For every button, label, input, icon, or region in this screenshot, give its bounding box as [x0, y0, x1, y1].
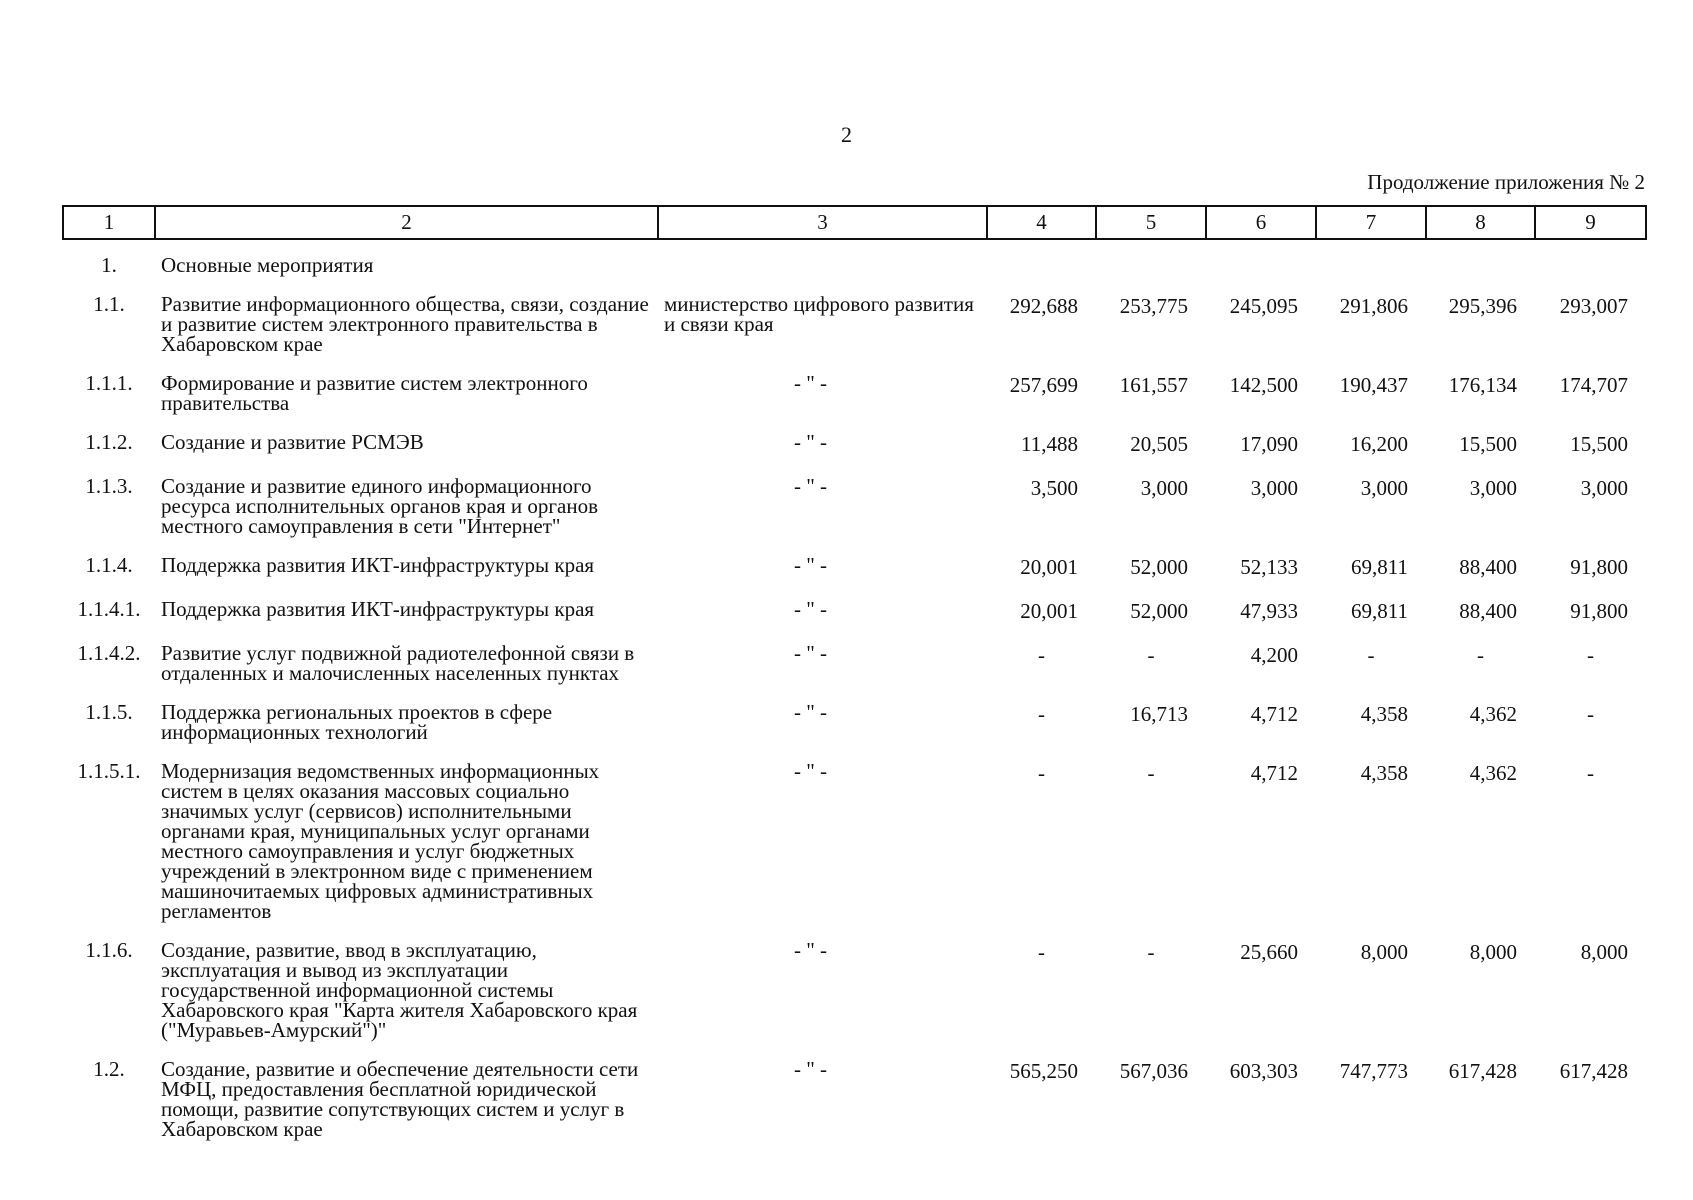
row-name: Создание, развитие, ввод в эксплуатацию, эксплуатация и вывод из эксплуатации государственной информационной системы Хабаровского края "Карта жителя Хабаровского края ("Муравьев-Амурский")": [161, 938, 638, 1042]
row-value-col-9: 91,800: [1570, 599, 1628, 623]
row-spacer: [63, 239, 1646, 252]
spacer-cell: [63, 536, 1646, 552]
row-value-col-4: 20,001: [1020, 599, 1078, 623]
table-row: [63, 291, 1646, 354]
row-value-col-8: 88,400: [1459, 599, 1517, 623]
row-value-col-5: 52,000: [1130, 599, 1188, 623]
spacer-cell: [63, 683, 1646, 699]
row-value-col-4: 565,250: [1009, 1059, 1078, 1083]
row-value-col-7: 291,806: [1339, 294, 1408, 318]
row-value-col-4: 257,699: [1009, 373, 1078, 397]
continuation-label: Продолжение приложения № 2: [1367, 170, 1645, 194]
row-value-col-7: 8,000: [1360, 940, 1408, 964]
row-value-col-6: 142,500: [1229, 373, 1298, 397]
row-value-col-8: 4,362: [1469, 702, 1517, 726]
row-number: 1.1.5.: [85, 700, 133, 724]
row-value-col-7: 69,811: [1351, 599, 1408, 623]
header-row: [63, 206, 1646, 239]
row-number: 1.1.4.: [85, 553, 133, 577]
row-value-col-5: -: [1147, 643, 1155, 667]
table-row: [63, 429, 1646, 457]
row-value-col-8: -: [1477, 643, 1484, 667]
row-spacer: [63, 580, 1646, 596]
row-value-col-8: 88,400: [1459, 555, 1517, 579]
row-value-col-5: -: [1147, 940, 1155, 964]
row-value-col-9: 15,500: [1570, 432, 1628, 456]
row-executor: - " -: [793, 700, 828, 724]
row-value-col-4: 292,688: [1009, 294, 1078, 318]
row-value-col-9: 8,000: [1580, 940, 1628, 964]
header-cell: 8: [1426, 206, 1535, 239]
header-cell: 5: [1096, 206, 1206, 239]
row-value-col-5: 253,775: [1119, 294, 1188, 318]
spacer-cell: [63, 457, 1646, 473]
row-value-col-7: 747,773: [1339, 1059, 1408, 1083]
row-spacer: [63, 921, 1646, 937]
spacer-cell: [63, 413, 1646, 429]
header-cell: 2: [155, 206, 658, 239]
row-executor: - " -: [793, 597, 828, 621]
row-executor: - " -: [793, 759, 828, 783]
row-value-col-5: 567,036: [1119, 1059, 1188, 1083]
spacer-cell: [63, 742, 1646, 758]
row-value-col-6: 4,712: [1250, 761, 1298, 785]
row-number: 1.1.1.: [85, 371, 133, 395]
row-value-col-9: 3,000: [1580, 476, 1628, 500]
row-value-col-6: 52,133: [1240, 555, 1298, 579]
row-number: 1.1.4.2.: [77, 641, 141, 665]
row-value-col-8: 3,000: [1469, 476, 1517, 500]
row-value-col-7: 4,358: [1360, 702, 1408, 726]
row-value-col-9: 91,800: [1570, 555, 1628, 579]
row-executor: министерство цифрового развития и связи края: [664, 292, 974, 336]
row-value-col-4: -: [1038, 761, 1045, 785]
row-value-col-6: 603,303: [1229, 1059, 1298, 1083]
row-number: 1.1.6.: [85, 938, 133, 962]
row-value-col-8: 15,500: [1459, 432, 1517, 456]
spacer-cell: [63, 580, 1646, 596]
header-cell: 7: [1316, 206, 1426, 239]
spacer-cell: [63, 1040, 1646, 1056]
row-value-col-5: [1096, 252, 1206, 275]
row-number: 1.1.5.1.: [77, 759, 141, 783]
row-executor: - " -: [793, 371, 828, 395]
spacer-cell: [63, 354, 1646, 370]
row-value-col-4: -: [1038, 702, 1045, 726]
row-value-col-5: 20,505: [1130, 432, 1188, 456]
table-row: [63, 699, 1646, 742]
row-number: 1.1.: [93, 292, 125, 316]
row-value-col-7: 16,200: [1350, 432, 1408, 456]
row-name: Развитие информационного общества, связи, создание и развитие систем электронного правительства в Хабаровском крае: [161, 292, 649, 356]
row-executor: [658, 252, 987, 275]
row-spacer: [63, 354, 1646, 370]
row-value-col-7: 4,358: [1360, 761, 1408, 785]
row-spacer: [63, 624, 1646, 640]
row-value-col-6: 245,095: [1229, 294, 1298, 318]
row-value-col-6: 25,660: [1240, 940, 1298, 964]
header-cell: 3: [658, 206, 987, 239]
row-value-col-8: 617,428: [1448, 1059, 1517, 1083]
row-value-col-5: 52,000: [1130, 555, 1188, 579]
row-value-col-5: 161,557: [1119, 373, 1188, 397]
row-value-col-7: 3,000: [1360, 476, 1408, 500]
row-value-col-8: 295,396: [1448, 294, 1517, 318]
row-value-col-4: 11,488: [1021, 432, 1078, 456]
row-value-col-6: [1206, 252, 1316, 275]
row-value-col-9: 293,007: [1559, 294, 1628, 318]
row-executor: - " -: [793, 938, 828, 962]
row-executor: - " -: [793, 430, 828, 454]
row-number: 1.: [101, 253, 117, 277]
row-value-col-7: 190,437: [1339, 373, 1408, 397]
row-value-col-9: 617,428: [1559, 1059, 1628, 1083]
spacer-cell: [63, 921, 1646, 937]
row-executor: - " -: [793, 474, 828, 498]
row-spacer: [63, 683, 1646, 699]
table-row: [63, 552, 1646, 580]
row-number: 1.1.2.: [85, 430, 133, 454]
row-value-col-7: [1316, 252, 1426, 275]
row-spacer: [63, 536, 1646, 552]
row-value-col-4: [987, 252, 1096, 275]
row-name: Создание, развитие и обеспечение деятельности сети МФЦ, предоставления бесплатной юридической помощи, развитие сопутствующих систем и услуг в Хабаровском крае: [161, 1057, 639, 1141]
row-value-col-4: 20,001: [1020, 555, 1078, 579]
spacer-cell: [63, 239, 1646, 252]
row-name: Развитие услуг подвижной радиотелефонной связи в отдаленных и малочисленных населенных пунктах: [161, 641, 635, 685]
row-name: Создание и развитие единого информационного ресурса исполнительных органов края и органов местного самоуправления в сети "Интернет": [161, 474, 599, 538]
table-body: [63, 239, 1646, 1139]
page-number: 2: [841, 122, 852, 147]
row-executor: - " -: [793, 1057, 828, 1081]
row-value-col-5: 16,713: [1130, 702, 1188, 726]
header-cell: 1: [63, 206, 155, 239]
row-value-col-9: [1535, 252, 1646, 275]
row-value-col-7: 69,811: [1351, 555, 1408, 579]
row-name: Формирование и развитие систем электронного правительства: [161, 371, 588, 415]
table-row: [63, 937, 1646, 1040]
row-value-col-6: 47,933: [1240, 599, 1298, 623]
row-value-col-4: -: [1038, 940, 1045, 964]
table-row: [63, 370, 1646, 413]
row-value-col-8: 4,362: [1469, 761, 1517, 785]
table-row: [63, 758, 1646, 921]
row-value-col-6: 4,712: [1250, 702, 1298, 726]
row-name: Создание и развитие РСМЭВ: [161, 430, 424, 454]
spacer-cell: [63, 624, 1646, 640]
table-row: [63, 1056, 1646, 1139]
row-name: Поддержка развития ИКТ-инфраструктуры края: [161, 597, 595, 621]
row-value-col-8: 8,000: [1469, 940, 1517, 964]
spacer-cell: [63, 275, 1646, 291]
header-cell: 9: [1535, 206, 1646, 239]
row-name: Поддержка региональных проектов в сфере информационных технологий: [161, 700, 553, 744]
row-value-col-6: 3,000: [1250, 476, 1298, 500]
table-row: [63, 596, 1646, 624]
row-name: Поддержка развития ИКТ-инфраструктуры края: [161, 553, 595, 577]
row-spacer: [63, 457, 1646, 473]
row-number: 1.2.: [93, 1057, 125, 1081]
row-value-col-8: [1426, 252, 1535, 275]
row-value-col-4: 3,500: [1030, 476, 1078, 500]
program-table: [62, 205, 1645, 1139]
row-spacer: [63, 742, 1646, 758]
row-number: 1.1.4.1.: [77, 597, 141, 621]
header-cell: 4: [987, 206, 1096, 239]
table: [62, 205, 1647, 1139]
row-name: Модернизация ведомственных информационных систем в целях оказания массовых социально значимых услуг (сервисов) исполнительными органами края, муниципальных услуг органами местного самоуправления и услуг бюджетных учреждений в электронном виде с применением машиночитаемых цифровых административных регламентов: [161, 759, 600, 923]
row-name: Основные мероприятия: [161, 253, 374, 277]
row-spacer: [63, 275, 1646, 291]
row-executor: - " -: [793, 553, 828, 577]
header-cell: 6: [1206, 206, 1316, 239]
row-value-col-6: 17,090: [1240, 432, 1298, 456]
row-value-col-6: 4,200: [1250, 643, 1298, 667]
row-spacer: [63, 1040, 1646, 1056]
row-value-col-4: -: [1038, 643, 1045, 667]
row-value-col-5: 3,000: [1140, 476, 1188, 500]
row-value-col-9: -: [1587, 702, 1594, 726]
row-value-col-9: -: [1587, 761, 1594, 785]
row-value-col-5: -: [1147, 761, 1155, 785]
row-value-col-9: -: [1587, 643, 1594, 667]
row-value-col-7: -: [1367, 643, 1375, 667]
table-row: [63, 640, 1646, 683]
row-spacer: [63, 413, 1646, 429]
table-row: [63, 252, 1646, 275]
row-executor: - " -: [793, 641, 828, 665]
row-number: 1.1.3.: [85, 474, 133, 498]
row-value-col-9: 174,707: [1559, 373, 1628, 397]
table-row: [63, 473, 1646, 536]
row-value-col-8: 176,134: [1448, 373, 1517, 397]
